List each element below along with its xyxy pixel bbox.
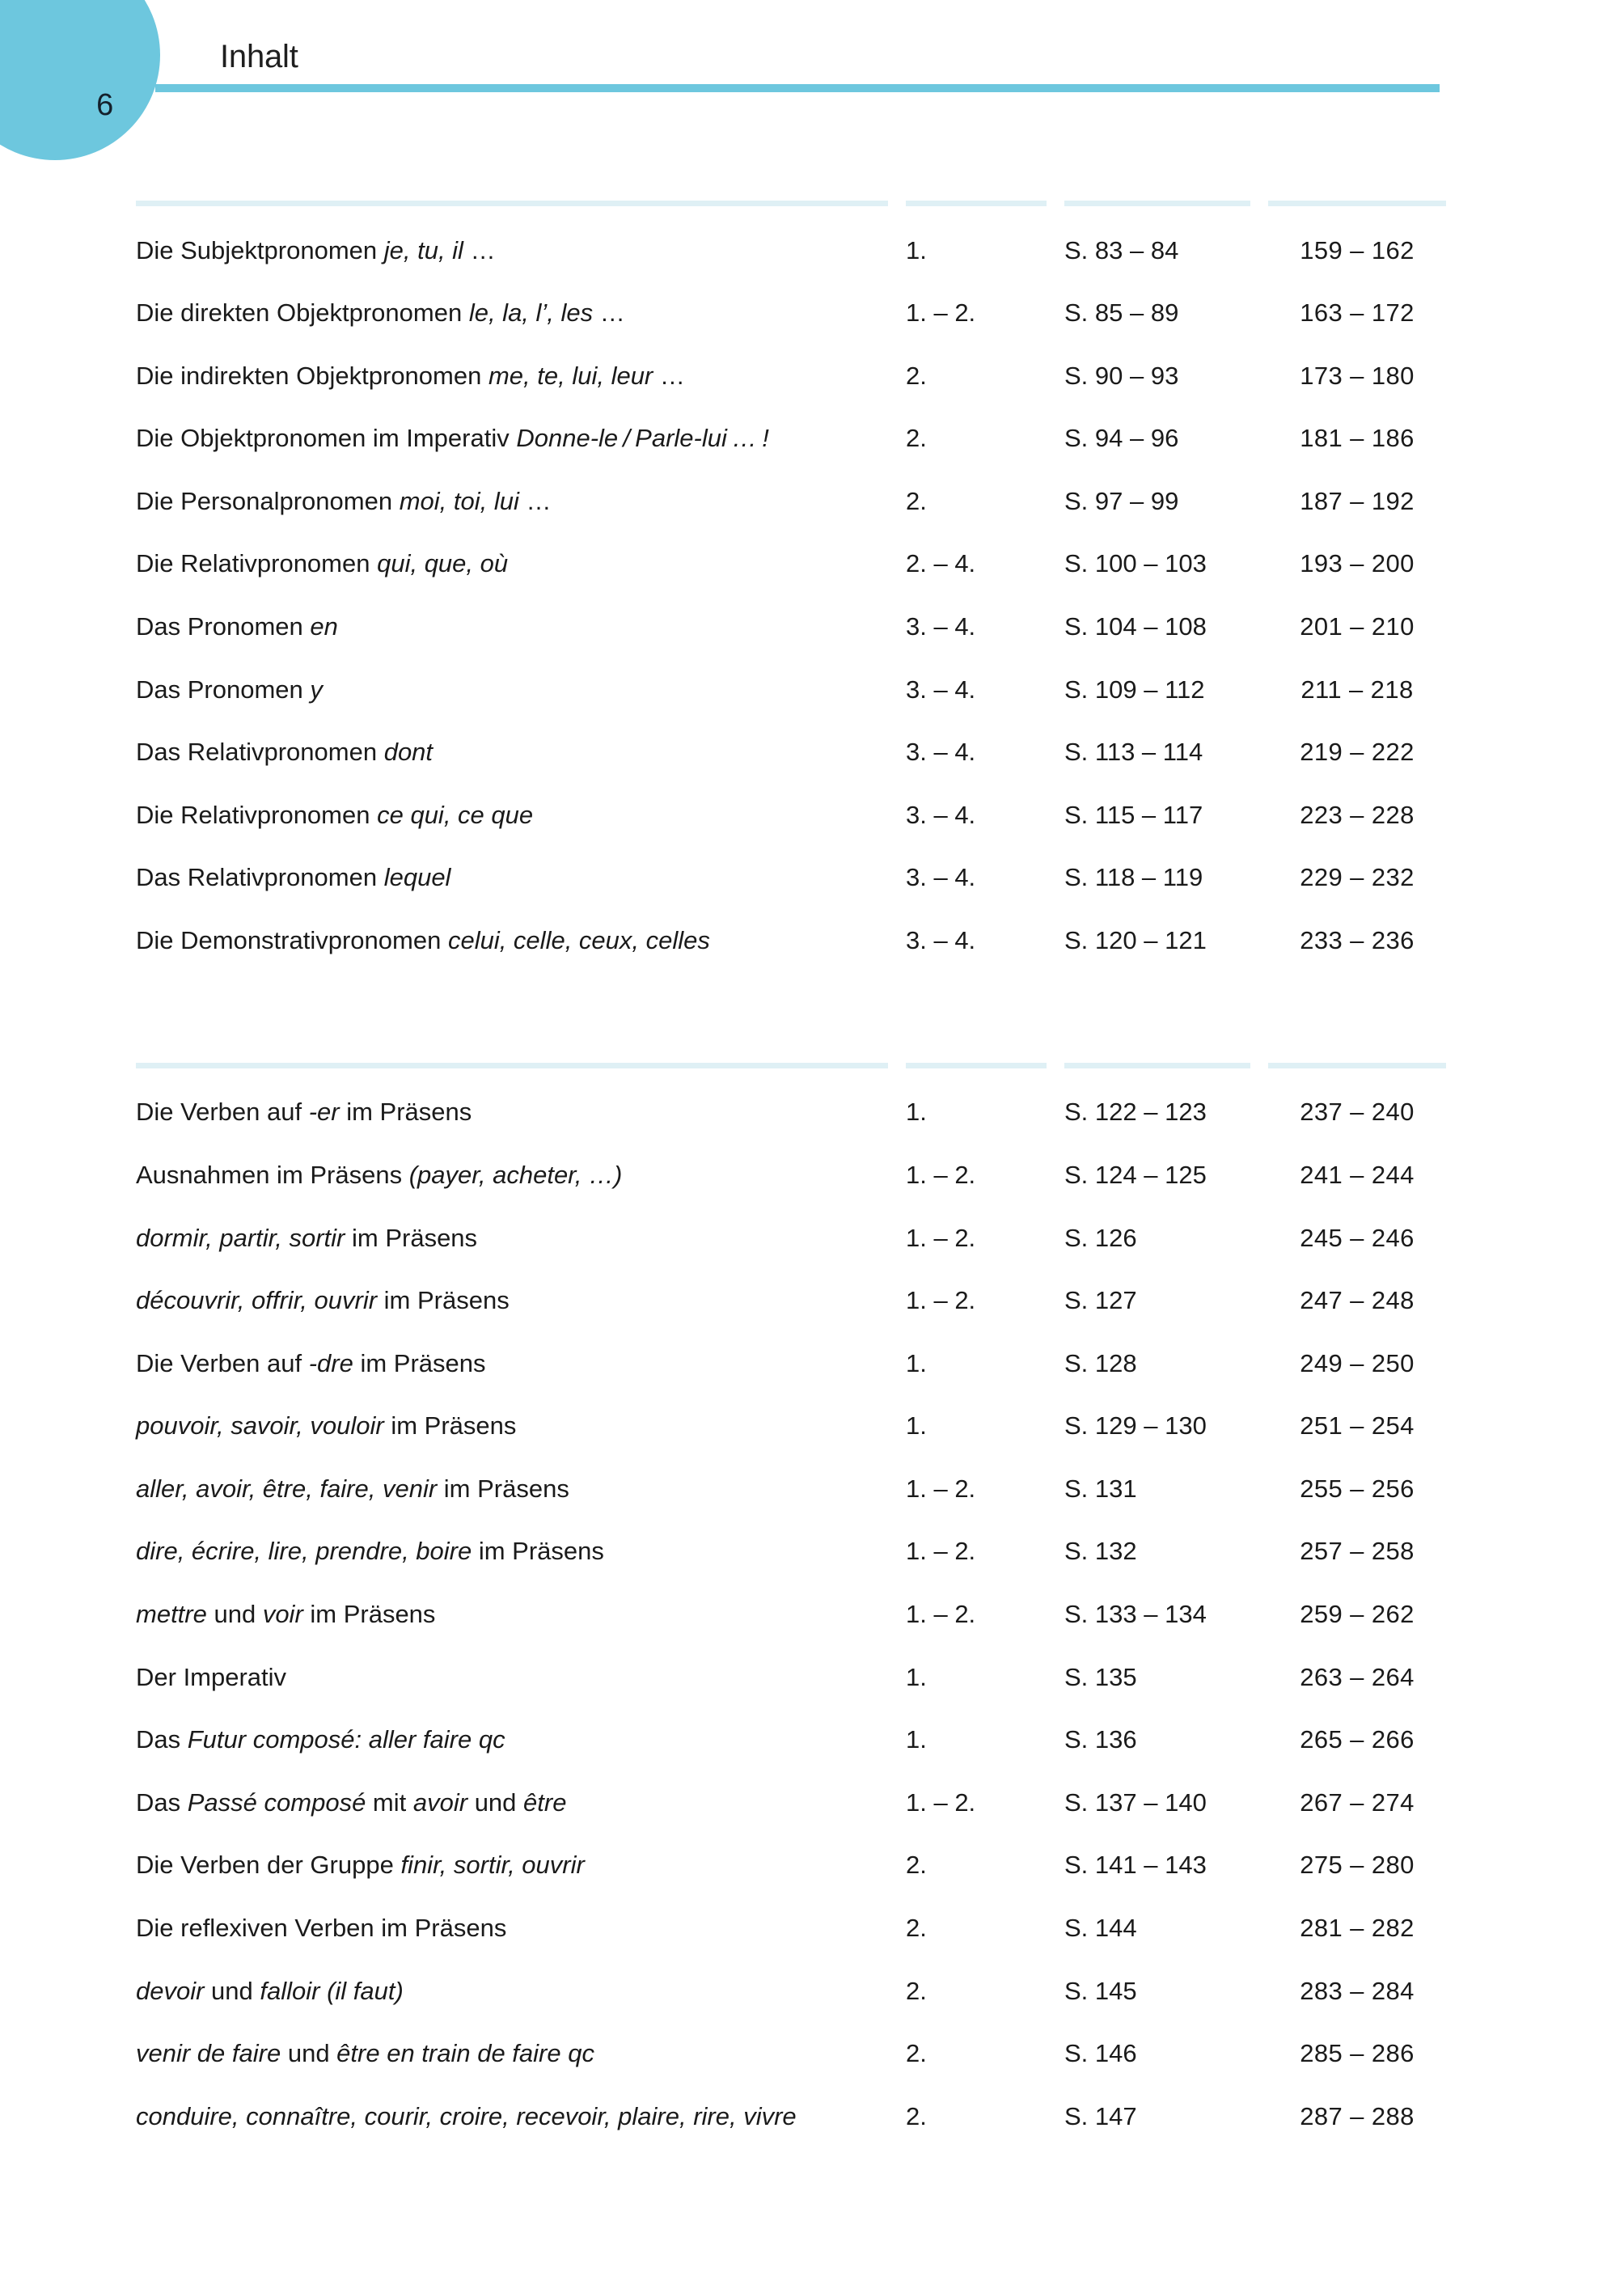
entry-title: venir de faire und être en train de faire qc: [136, 2039, 594, 2068]
entry-kurztests: 255 – 256: [1300, 1474, 1415, 1503]
entry-lernjahr: 1.: [906, 235, 927, 264]
page-number: 6: [96, 87, 114, 122]
entry-lernjahr: 2.: [906, 2039, 927, 2068]
entry-seiten: S. 144: [1064, 1913, 1137, 1942]
table-row[interactable]: [136, 1897, 1446, 1960]
column-header-seiten: [1064, 188, 1268, 219]
entry-lernjahr: 2.: [906, 1913, 927, 1942]
entry-kurztests: 281 – 282: [1300, 1913, 1415, 1942]
entry-kurztests: 251 – 254: [1300, 1411, 1415, 1441]
entry-lernjahr: 2.: [906, 361, 927, 390]
header-underline-segment: [1268, 201, 1446, 206]
page-header: [0, 0, 1624, 121]
entry-seiten: S. 129 – 130: [1064, 1411, 1207, 1441]
entry-lernjahr: 3. – 4.: [906, 675, 976, 704]
entry-title: Die indirekten Objektpronomen me, te, lui, leur …: [136, 361, 685, 390]
table-row[interactable]: [136, 1646, 1446, 1709]
entry-seiten: S. 132: [1064, 1537, 1137, 1566]
entry-seiten: S. 83 – 84: [1064, 235, 1179, 264]
entry-title: Die Demonstrativpronomen celui, celle, ceux, celles: [136, 925, 710, 954]
entry-seiten: S. 85 – 89: [1064, 298, 1179, 328]
entry-lernjahr: 3. – 4.: [906, 925, 976, 954]
entry-kurztests: 163 – 172: [1300, 298, 1415, 328]
toc-table-body: [136, 1081, 1446, 2148]
entry-title: Der Imperativ: [136, 1662, 287, 1691]
entry-title: Die direkten Objektpronomen le, la, l’, les …: [136, 298, 625, 328]
header-underline-segment: [906, 1063, 1047, 1068]
toc-table-head: [136, 188, 1446, 219]
entry-seiten: S. 94 – 96: [1064, 424, 1179, 453]
entry-title: Das Passé composé mit avoir und être: [136, 1787, 567, 1817]
table-row[interactable]: [136, 847, 1446, 910]
entry-lernjahr: 3. – 4.: [906, 738, 976, 767]
entry-title: Das Pronomen en: [136, 611, 338, 641]
entry-title: Die Verben auf -er im Präsens: [136, 1098, 472, 1127]
toc-table-body: [136, 219, 1446, 972]
entry-kurztests: 267 – 274: [1300, 1787, 1415, 1817]
entry-title: Die Relativpronomen qui, que, où: [136, 549, 509, 578]
entry-kurztests: 233 – 236: [1300, 925, 1415, 954]
entry-seiten: S. 137 – 140: [1064, 1787, 1207, 1817]
table-row[interactable]: [136, 1521, 1446, 1584]
table-row[interactable]: [136, 1081, 1446, 1144]
header-underline-segment: [1268, 1063, 1446, 1068]
entry-seiten: S. 124 – 125: [1064, 1161, 1207, 1190]
entry-kurztests: 211 – 218: [1300, 675, 1414, 704]
column-header-lernjahr: [906, 1050, 1064, 1081]
entry-kurztests: 283 – 284: [1300, 1976, 1415, 2005]
entry-title: Die Subjektpronomen je, tu, il …: [136, 235, 496, 264]
entry-lernjahr: 1. – 2.: [906, 1286, 976, 1315]
entry-lernjahr: 1. – 2.: [906, 1474, 976, 1503]
entry-seiten: S. 120 – 121: [1064, 925, 1207, 954]
entry-kurztests: 241 – 244: [1300, 1161, 1415, 1190]
entry-title: dormir, partir, sortir im Präsens: [136, 1223, 478, 1252]
toc-table-head: [136, 1050, 1446, 1081]
header-divider: [155, 84, 1440, 92]
entry-seiten: S. 131: [1064, 1474, 1137, 1503]
entry-kurztests: 237 – 240: [1300, 1098, 1415, 1127]
toc-section: [136, 188, 1446, 972]
table-row[interactable]: [136, 282, 1446, 345]
table-of-contents: [136, 188, 1446, 2226]
table-row[interactable]: [136, 1834, 1446, 1897]
entry-seiten: S. 115 – 117: [1064, 800, 1203, 829]
table-row[interactable]: [136, 595, 1446, 658]
table-row[interactable]: [136, 658, 1446, 721]
entry-title: Das Relativpronomen dont: [136, 738, 433, 767]
entry-lernjahr: 1. – 2.: [906, 1537, 976, 1566]
entry-lernjahr: 1.: [906, 1725, 927, 1754]
column-header-section: [136, 188, 906, 219]
entry-lernjahr: 1.: [906, 1662, 927, 1691]
table-row[interactable]: [136, 1395, 1446, 1458]
entry-title: Ausnahmen im Präsens (payer, acheter, …): [136, 1161, 623, 1190]
entry-seiten: S. 136: [1064, 1725, 1137, 1754]
header-underline-segment: [906, 201, 1047, 206]
entry-title: dire, écrire, lire, prendre, boire im Präsens: [136, 1537, 604, 1566]
table-row[interactable]: [136, 1584, 1446, 1647]
entry-seiten: S. 147: [1064, 2101, 1137, 2130]
entry-title: Das Relativpronomen lequel: [136, 863, 451, 892]
entry-kurztests: 187 – 192: [1300, 486, 1415, 515]
table-row[interactable]: [136, 2023, 1446, 2086]
entry-lernjahr: 2.: [906, 424, 927, 453]
column-header-kurztests: [1268, 1050, 1446, 1081]
entry-lernjahr: 3. – 4.: [906, 611, 976, 641]
entry-kurztests: 287 – 288: [1300, 2101, 1415, 2130]
entry-seiten: S. 97 – 99: [1064, 486, 1179, 515]
toc-sections: [136, 188, 1446, 2148]
entry-seiten: S. 118 – 119: [1064, 863, 1203, 892]
toc-header-row: [136, 188, 1446, 219]
entry-title: Die reflexiven Verben im Präsens: [136, 1913, 507, 1942]
entry-lernjahr: 1.: [906, 1098, 927, 1127]
entry-seiten: S. 100 – 103: [1064, 549, 1207, 578]
entry-seiten: S. 109 – 112: [1064, 675, 1205, 704]
column-header-kurztests: [1268, 188, 1446, 219]
table-row[interactable]: [136, 2085, 1446, 2148]
entry-kurztests: 173 – 180: [1300, 361, 1415, 390]
entry-title: Das Pronomen y: [136, 675, 323, 704]
entry-title: devoir und falloir (il faut): [136, 1976, 404, 2005]
entry-lernjahr: 1. – 2.: [906, 1600, 976, 1629]
header-underline-segment: [136, 1063, 888, 1068]
entry-kurztests: 181 – 186: [1300, 424, 1415, 453]
column-header-seiten: [1064, 1050, 1268, 1081]
entry-kurztests: 159 – 162: [1300, 235, 1415, 264]
entry-title: Die Verben der Gruppe finir, sortir, ouvrir: [136, 1851, 585, 1880]
table-row[interactable]: [136, 1709, 1446, 1772]
entry-seiten: S. 133 – 134: [1064, 1600, 1207, 1629]
entry-seiten: S. 145: [1064, 1976, 1137, 2005]
entry-lernjahr: 1.: [906, 1348, 927, 1377]
entry-kurztests: 265 – 266: [1300, 1725, 1415, 1754]
entry-seiten: S. 113 – 114: [1064, 738, 1203, 767]
entry-title: Die Objektpronomen im Imperativ Donne-le / Parle-lui … !: [136, 424, 769, 453]
table-row[interactable]: [136, 1771, 1446, 1834]
entry-kurztests: 247 – 248: [1300, 1286, 1415, 1315]
entry-lernjahr: 2. – 4.: [906, 549, 976, 578]
entry-lernjahr: 3. – 4.: [906, 800, 976, 829]
entry-lernjahr: 3. – 4.: [906, 863, 976, 892]
entry-title: Die Personalpronomen moi, toi, lui …: [136, 486, 552, 515]
entry-kurztests: 275 – 280: [1300, 1851, 1415, 1880]
entry-lernjahr: 1.: [906, 1411, 927, 1441]
entry-seiten: S. 127: [1064, 1286, 1137, 1315]
entry-lernjahr: 1. – 2.: [906, 298, 976, 328]
toc-section: [136, 1050, 1446, 2148]
entry-kurztests: 223 – 228: [1300, 800, 1415, 829]
table-row[interactable]: [136, 1457, 1446, 1521]
table-row[interactable]: [136, 470, 1446, 533]
entry-seiten: S. 141 – 143: [1064, 1851, 1207, 1880]
table-row[interactable]: [136, 408, 1446, 471]
entry-kurztests: 245 – 246: [1300, 1223, 1415, 1252]
entry-title: Die Relativpronomen ce qui, ce que: [136, 800, 534, 829]
entry-kurztests: 285 – 286: [1300, 2039, 1415, 2068]
page-title: Inhalt: [220, 39, 298, 74]
column-header-lernjahr: [906, 188, 1064, 219]
entry-seiten: S. 90 – 93: [1064, 361, 1179, 390]
entry-title: mettre und voir im Präsens: [136, 1600, 436, 1629]
table-row[interactable]: [136, 721, 1446, 785]
entry-title: pouvoir, savoir, vouloir im Präsens: [136, 1411, 517, 1441]
table-row[interactable]: [136, 1144, 1446, 1208]
toc-table: [136, 188, 1446, 972]
entry-kurztests: 259 – 262: [1300, 1600, 1415, 1629]
table-row[interactable]: [136, 1960, 1446, 2023]
entry-lernjahr: 1. – 2.: [906, 1223, 976, 1252]
entry-kurztests: 263 – 264: [1300, 1662, 1415, 1691]
table-row[interactable]: [136, 909, 1446, 972]
entry-lernjahr: 1. – 2.: [906, 1787, 976, 1817]
table-row[interactable]: [136, 533, 1446, 596]
entry-kurztests: 249 – 250: [1300, 1348, 1415, 1377]
table-row[interactable]: [136, 784, 1446, 847]
entry-kurztests: 201 – 210: [1300, 611, 1415, 641]
header-underline-segment: [1064, 1063, 1250, 1068]
entry-title: aller, avoir, être, faire, venir im Präsens: [136, 1474, 569, 1503]
entry-seiten: S. 126: [1064, 1223, 1137, 1252]
entry-lernjahr: 2.: [906, 1851, 927, 1880]
entry-title: conduire, connaître, courir, croire, recevoir, plaire, rire, vivre: [136, 2101, 797, 2130]
entry-seiten: S. 122 – 123: [1064, 1098, 1207, 1127]
header-underline-segment: [1064, 201, 1250, 206]
entry-lernjahr: 2.: [906, 486, 927, 515]
table-row[interactable]: [136, 219, 1446, 282]
entry-title: Das Futur composé: aller faire qc: [136, 1725, 505, 1754]
toc-table: [136, 1050, 1446, 2148]
entry-seiten: S. 128: [1064, 1348, 1137, 1377]
entry-lernjahr: 1. – 2.: [906, 1161, 976, 1190]
table-row[interactable]: [136, 1270, 1446, 1333]
table-row[interactable]: [136, 345, 1446, 408]
entry-lernjahr: 2.: [906, 1976, 927, 2005]
column-header-section: [136, 1050, 906, 1081]
entry-lernjahr: 2.: [906, 2101, 927, 2130]
entry-kurztests: 257 – 258: [1300, 1537, 1415, 1566]
entry-kurztests: 229 – 232: [1300, 863, 1415, 892]
entry-seiten: S. 135: [1064, 1662, 1137, 1691]
toc-header-row: [136, 1050, 1446, 1081]
header-underline-segment: [136, 201, 888, 206]
entry-seiten: S. 104 – 108: [1064, 611, 1207, 641]
entry-title: Die Verben auf -dre im Präsens: [136, 1348, 486, 1377]
entry-title: découvrir, offrir, ouvrir im Präsens: [136, 1286, 510, 1315]
table-row[interactable]: [136, 1332, 1446, 1395]
table-row[interactable]: [136, 1207, 1446, 1270]
entry-kurztests: 193 – 200: [1300, 549, 1415, 578]
entry-kurztests: 219 – 222: [1300, 738, 1415, 767]
entry-seiten: S. 146: [1064, 2039, 1137, 2068]
